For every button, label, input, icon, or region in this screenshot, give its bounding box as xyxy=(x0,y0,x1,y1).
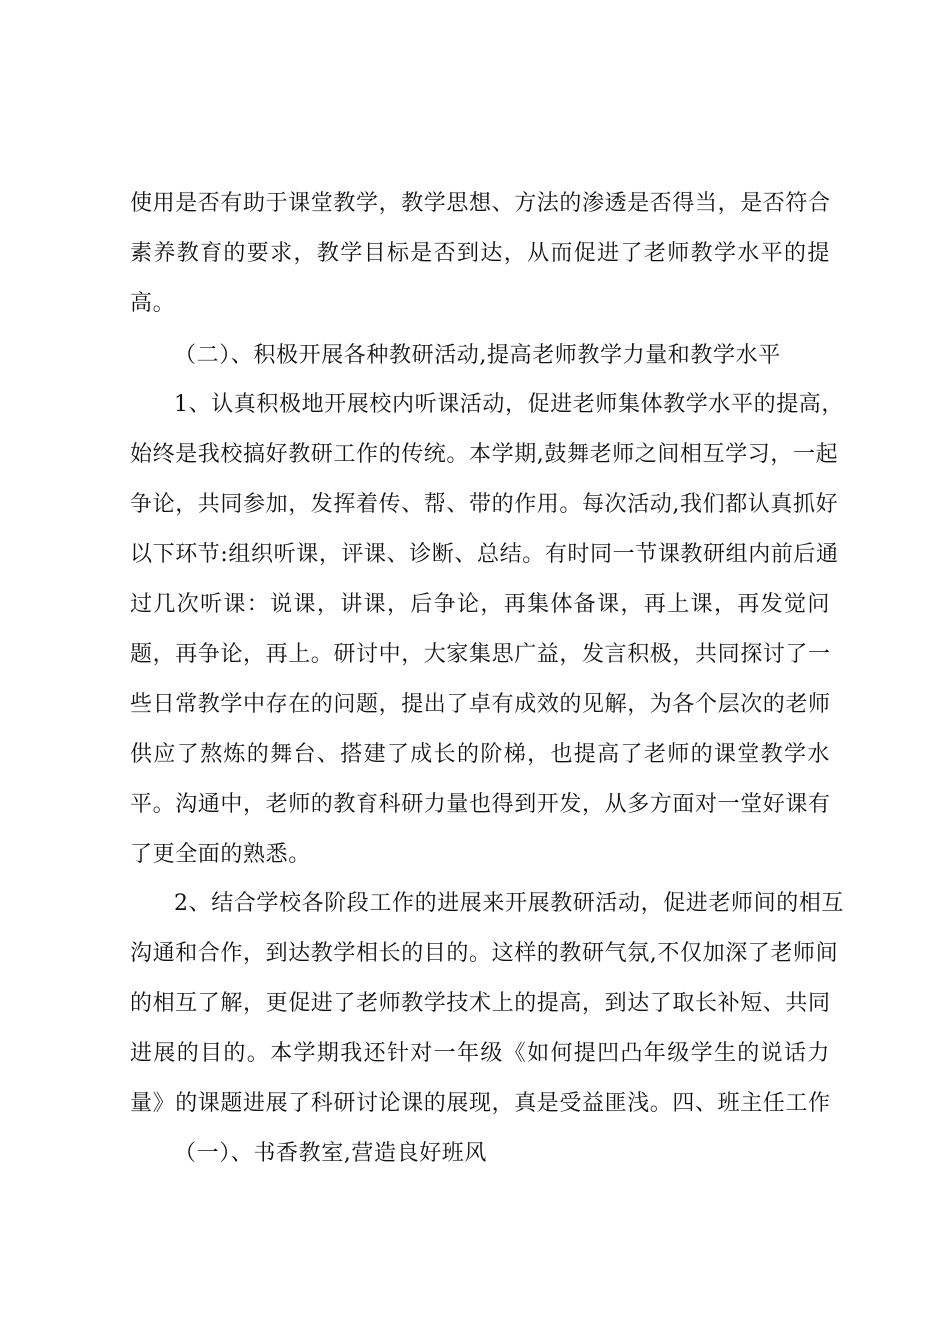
paragraph-line: 争论，共同参加，发挥着传、帮、带的作用。每次活动,我们都认真抓好 xyxy=(130,492,839,517)
paragraph-line: 高。 xyxy=(130,291,176,316)
paragraph-line: 沟通和合作，到达教学相长的目的。这样的教研气氛,不仅加深了老师间 xyxy=(130,941,839,966)
paragraph-line: 素养教育的要求，教学目标是否到达，从而促进了老师教学水平的提 xyxy=(130,241,830,266)
paragraph-line: 平。沟通中，老师的教育科研力量也得到开发，从多方面对一堂好课有 xyxy=(130,792,831,817)
paragraph-line: 过几次听课：说课，讲课，后争论，再集体备课，再上课，再发觉问 xyxy=(130,592,830,617)
paragraph-line: 些日常教学中存在的问题，提出了卓有成效的见解，为各个层次的老师 xyxy=(130,692,831,717)
paragraph-line: 量》的课题进展了科研讨论课的展现，真是受益匪浅。四、班主任工作 xyxy=(130,1091,831,1116)
paragraph-line: 2、结合学校各阶段工作的进展来开展教研活动，促进老师间的相互 xyxy=(174,891,844,916)
paragraph-line: 1、认真积极地开展校内听课活动，促进老师集体教学水平的提高， xyxy=(174,392,844,417)
paragraph-line: 进展的目的。本学期我还针对一年级《如何提凹凸年级学生的说话力 xyxy=(130,1041,830,1066)
section-heading: （二）、积极开展各种教研活动,提高老师教学力量和教学水平 xyxy=(174,343,781,368)
paragraph-line: 题，再争论，再上。研讨中，大家集思广益，发言积极，共同探讨了一 xyxy=(130,642,831,667)
paragraph-line: 供应了熬炼的舞台、搭建了成长的阶梯，也提高了老师的课堂教学水 xyxy=(130,742,830,767)
paragraph-line: 始终是我校搞好教研工作的传统。本学期,鼓舞老师之间相互学习，一起 xyxy=(130,442,839,467)
paragraph-line: 的相互了解，更促进了老师教学技术上的提高，到达了取长补短、共同 xyxy=(130,991,831,1016)
paragraph-line: 以下环节:组织听课，评课、诊断、总结。有时同一节课教研组内前后通 xyxy=(130,542,839,567)
section-heading: （一）、书香教室,营造良好班风 xyxy=(174,1141,487,1166)
paragraph-line: 了更全面的熟悉。 xyxy=(130,842,311,867)
paragraph-line: 使用是否有助于课堂教学，教学思想、方法的渗透是否得当，是否符合 xyxy=(130,191,831,216)
